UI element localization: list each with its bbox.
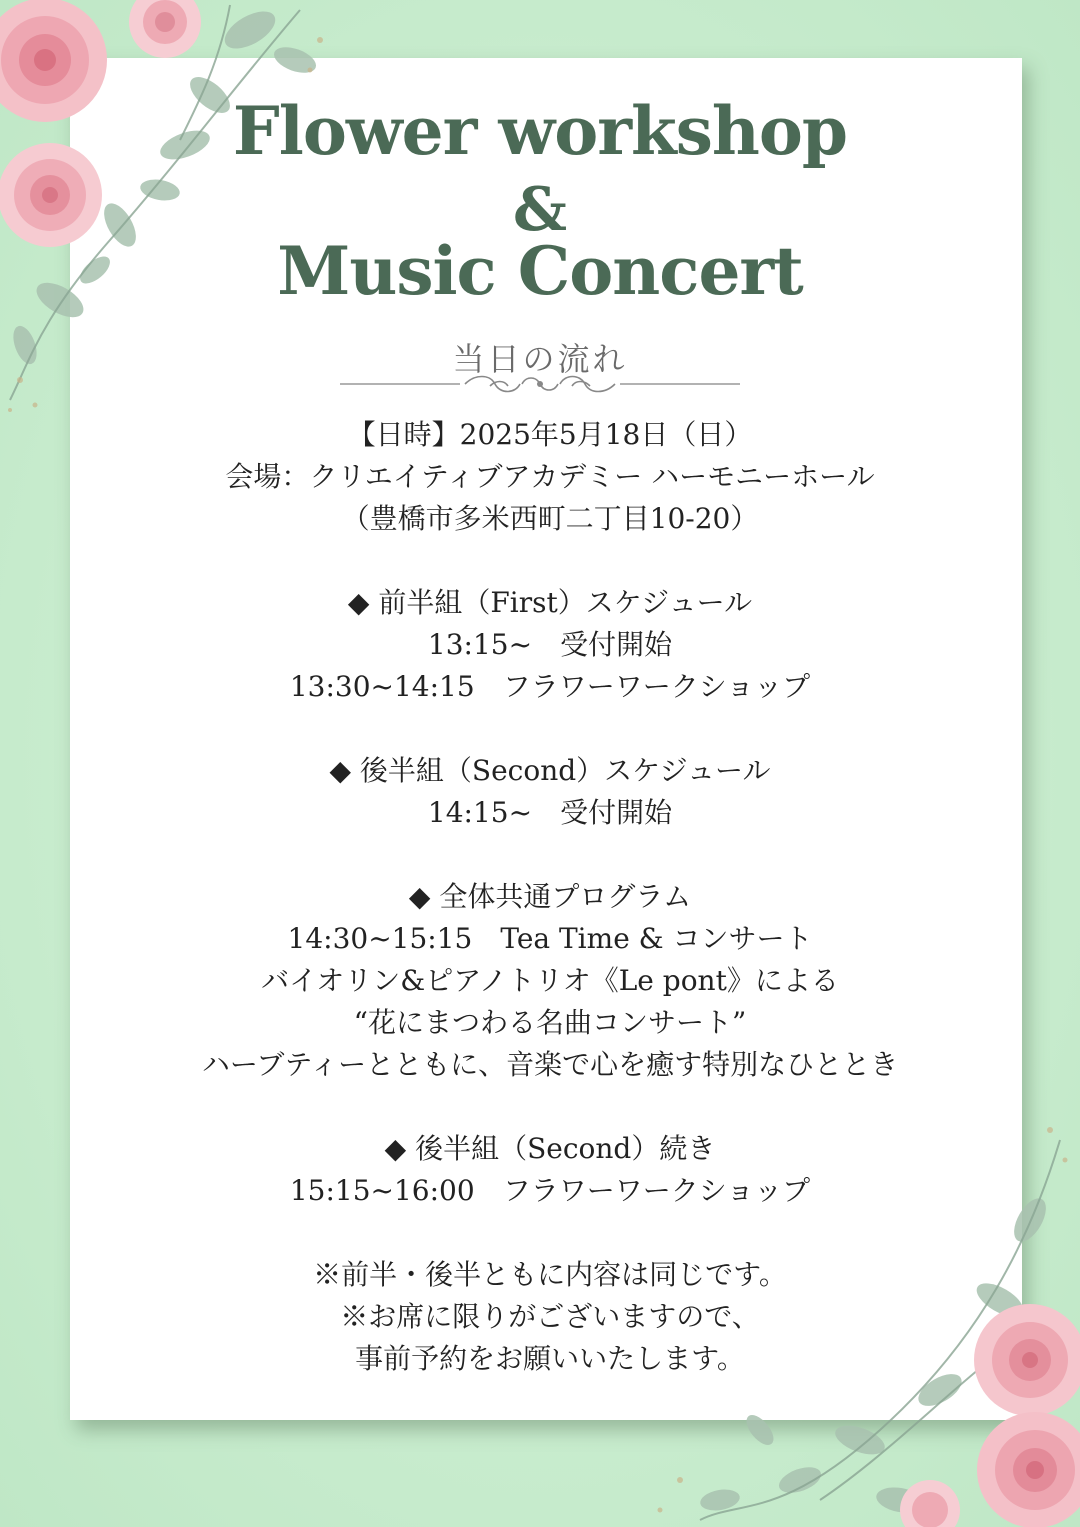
event-datetime: 【日時】2025年5月18日（日） bbox=[347, 418, 753, 451]
subtitle: 当日の流れ bbox=[452, 340, 628, 378]
common-program-item: “花にまつわる名曲コンサート” bbox=[353, 1006, 747, 1039]
first-group-item: 13:15~ 受付開始 bbox=[427, 628, 673, 661]
second-group-heading: ◆ 後半組（Second）スケジュール bbox=[329, 754, 771, 787]
common-program-item: バイオリン&ピアノトリオ《Le pont》による bbox=[261, 964, 839, 997]
schedule-content bbox=[110, 414, 990, 1380]
note: 事前予約をお願いいたします。 bbox=[355, 1342, 745, 1375]
first-group-item: 13:30~14:15 フラワーワークショップ bbox=[289, 670, 811, 703]
second-group-item: 14:15~ 受付開始 bbox=[427, 796, 673, 829]
scroll-ornament-icon bbox=[340, 372, 740, 396]
common-program-item: ハーブティーとともに、音楽で心を癒す特別なひととき bbox=[201, 1048, 899, 1081]
note: ※前半・後半ともに内容は同じです。 bbox=[313, 1258, 787, 1291]
event-venue: 会場：クリエイティブアカデミー ハーモニーホール bbox=[225, 460, 875, 493]
title-line-1: Flower workshop bbox=[232, 92, 848, 170]
common-program-heading: ◆ 全体共通プログラム bbox=[408, 880, 692, 913]
common-program-item: 14:30~15:15 Tea Time & コンサート bbox=[287, 922, 813, 955]
second-group-cont-item: 15:15~16:00 フラワーワークショップ bbox=[289, 1174, 811, 1207]
title-ampersand: & bbox=[512, 175, 568, 245]
second-group-cont-heading: ◆ 後半組（Second）続き bbox=[384, 1132, 716, 1165]
first-group-heading: ◆ 前半組（First）スケジュール bbox=[347, 586, 753, 619]
note: ※お席に限りがございますので、 bbox=[340, 1300, 760, 1333]
event-address: （豊橋市多米西町二丁目10-20） bbox=[341, 502, 759, 535]
title-line-3: Music Concert bbox=[277, 232, 803, 310]
